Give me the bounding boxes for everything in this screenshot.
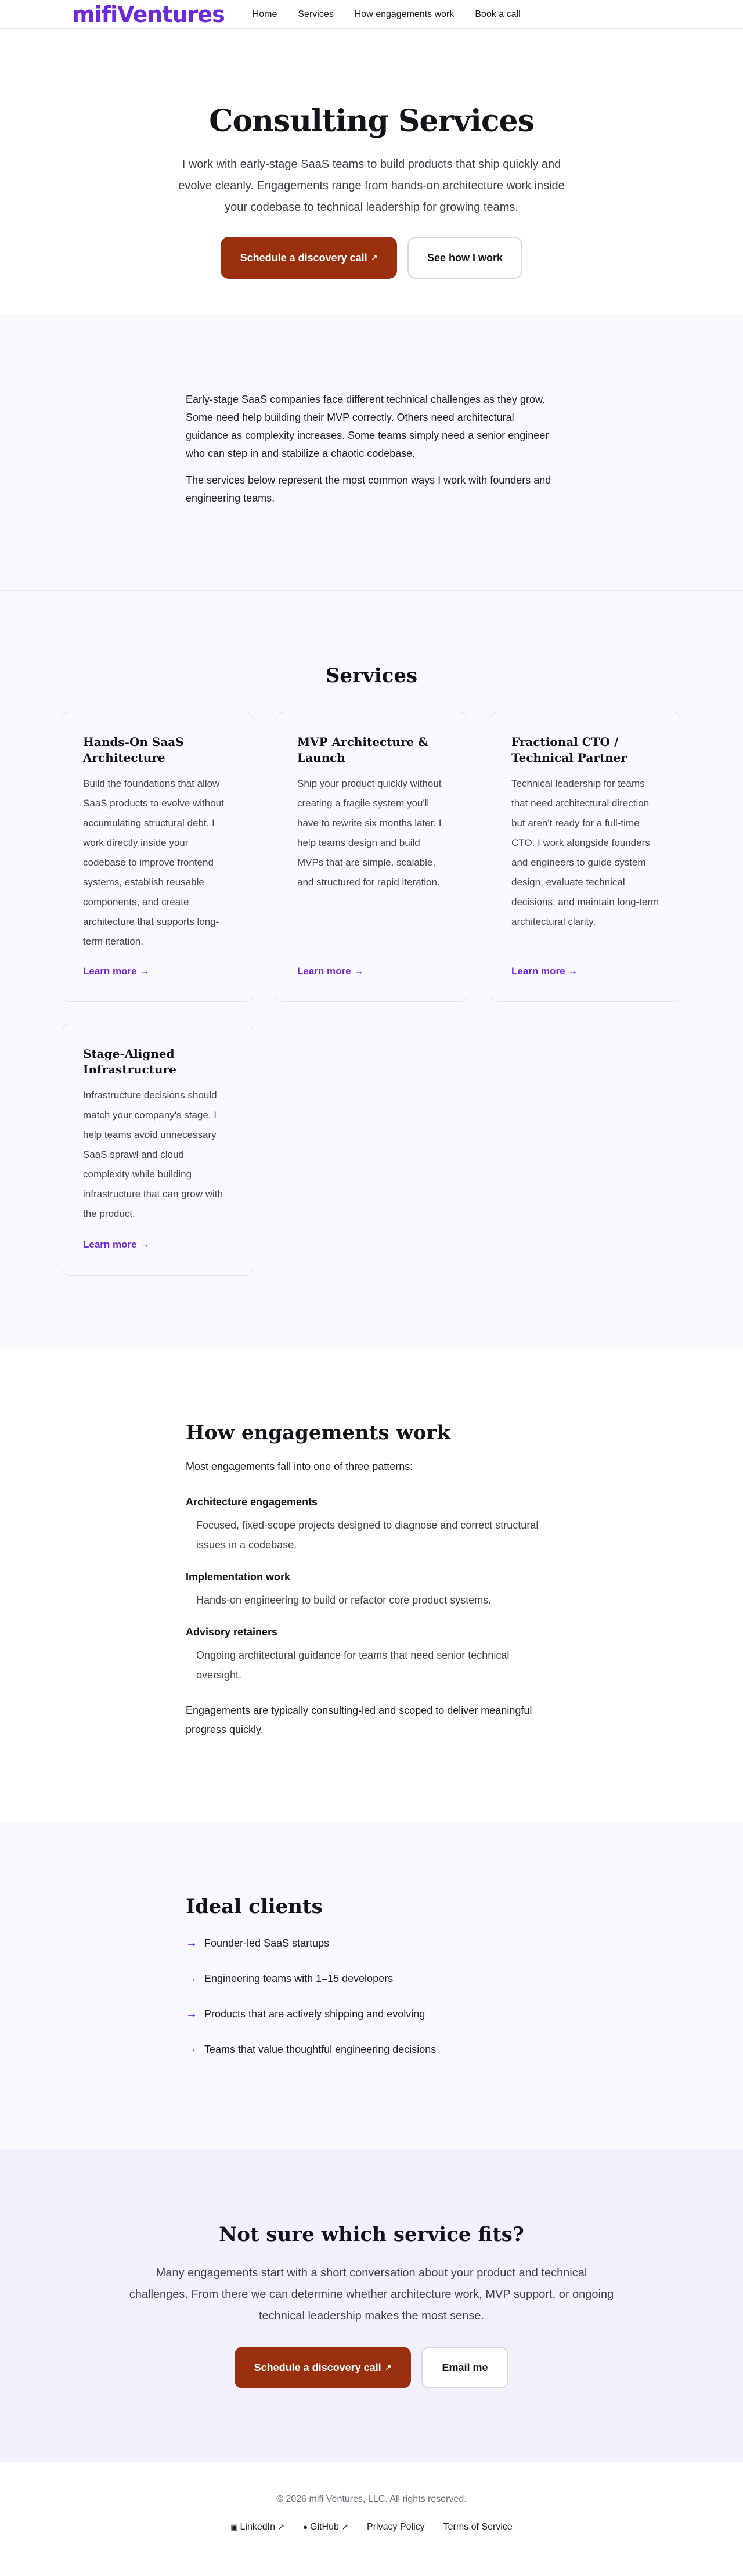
- footer-link-terms-of-service[interactable]: Terms of Service: [443, 2522, 513, 2532]
- ideal-clients-content: [186, 1895, 557, 2057]
- services-title: Services: [325, 664, 418, 687]
- arrow-right-icon: →: [186, 2042, 197, 2056]
- service-card-title: Fractional CTO / Technical Partner: [511, 735, 627, 765]
- engagements-content: [186, 1421, 557, 1739]
- list-item: [186, 2006, 557, 2022]
- engagement-item-body: Hands-on engineering to build or refactor core product systems.: [196, 1594, 492, 1606]
- engagement-item-body: Ongoing architectural guidance for teams that need senior technical oversight.: [196, 1649, 510, 1681]
- learn-more-link[interactable]: [83, 965, 149, 977]
- external-link-icon: ↗: [277, 2522, 285, 2531]
- nav-link-how-engagements-work[interactable]: How engagements work: [354, 9, 455, 19]
- footer-link-github[interactable]: [303, 2522, 348, 2532]
- arrow-right-icon: →: [354, 965, 364, 977]
- engagements-title: How engagements work: [186, 1421, 450, 1444]
- copyright-text: © 2026 mifi Ventures, LLC. All rights reserved.: [276, 2494, 467, 2504]
- engagement-item: [186, 1571, 557, 1610]
- arrow-right-icon: →: [186, 1936, 197, 1950]
- cta-body: Many engagements start with a short conversation about your product and technical challenges. From there we can determine whether architecture work, MVP support, or ongoing technical leadership makes the most sense.: [129, 2267, 614, 2322]
- service-card-hands-on-architecture: [62, 712, 253, 1002]
- engagement-item: [186, 1496, 557, 1555]
- page-title: Consulting Services: [209, 103, 534, 139]
- footer-link-label: LinkedIn: [240, 2522, 276, 2532]
- see-how-i-work-button[interactable]: See how I work: [407, 237, 522, 279]
- arrow-right-icon: →: [186, 1972, 197, 1985]
- service-card-title: Hands-On SaaS Architecture: [83, 735, 184, 765]
- github-icon: ●: [303, 2523, 308, 2531]
- list-item: [186, 1971, 557, 1986]
- service-card-body: Ship your product quickly without creating a fragile system you'll have to rewrite six months later. I help teams design and build MVPs that are simple, scalable, and structured for rapid iteration.: [297, 778, 442, 888]
- learn-more-link[interactable]: [511, 965, 578, 977]
- list-item-label: Engineering teams with 1–15 developers: [204, 1972, 394, 1984]
- footer-link-privacy-policy[interactable]: Privacy Policy: [367, 2522, 425, 2532]
- intro-paragraph: Early-stage SaaS companies face different technical challenges as they grow. Some need help building their MVP correctly. Others need architectural guidance as complexity increases. Some teams simply need a senior engineer who can step in and stabilize a chaotic codebase.: [186, 394, 549, 459]
- cta-schedule-discovery-call-button[interactable]: [235, 2347, 411, 2388]
- site-header: [0, 0, 743, 29]
- nav-link-book-a-call[interactable]: Book a call: [475, 9, 521, 19]
- hero-buttons: [0, 237, 743, 279]
- footer-link-label: GitHub: [310, 2522, 339, 2532]
- arrow-right-icon: →: [568, 965, 578, 977]
- list-item: [186, 2042, 557, 2057]
- engagement-item-title: Advisory retainers: [186, 1626, 278, 1638]
- learn-more-label: Learn more: [297, 965, 351, 977]
- services-cards: [62, 712, 681, 1276]
- arrow-right-icon: →: [139, 1239, 150, 1250]
- logo[interactable]: mifiVentures: [72, 1, 225, 27]
- footer-links: [0, 2522, 743, 2532]
- service-card-title: Stage-Aligned Infrastructure: [83, 1047, 176, 1076]
- learn-more-link[interactable]: [297, 965, 363, 977]
- engagement-item: [186, 1626, 557, 1685]
- service-card-mvp-architecture: [276, 712, 467, 1002]
- external-link-icon: ↗: [341, 2522, 349, 2531]
- engagement-item-title: Implementation work: [186, 1571, 291, 1583]
- arrow-right-icon: →: [139, 965, 150, 977]
- email-me-button[interactable]: Email me: [421, 2347, 508, 2388]
- engagements-closing: Engagements are typically consulting-led and scoped to deliver meaningful progress quickly.: [186, 1705, 532, 1735]
- ideal-clients-list: [186, 1936, 557, 2057]
- services-section: [0, 591, 743, 1348]
- learn-more-label: Learn more: [83, 965, 137, 977]
- schedule-discovery-call-label: Schedule a discovery call: [240, 251, 367, 264]
- site-footer: [0, 2462, 743, 2576]
- cta-buttons: [0, 2347, 743, 2388]
- nav-link-services[interactable]: Services: [298, 9, 334, 19]
- cta-schedule-discovery-call-label: Schedule a discovery call: [254, 2361, 381, 2373]
- learn-more-label: Learn more: [511, 965, 565, 977]
- cta-section: [0, 2149, 743, 2462]
- list-item-label: Founder-led SaaS startups: [204, 1937, 330, 1949]
- service-card-body: Infrastructure decisions should match your company's stage. I help teams avoid unnecessary SaaS sprawl and cloud complexity while building infrastructure that can grow with the product.: [83, 1090, 223, 1219]
- learn-more-label: Learn more: [83, 1239, 137, 1250]
- engagements-lead: Most engagements fall into one of three patterns:: [186, 1461, 413, 1472]
- intro-paragraph: The services below represent the most common ways I work with founders and engineering teams.: [186, 474, 551, 504]
- external-link-icon: ↗: [384, 2362, 392, 2372]
- engagement-item-body: Focused, fixed-scope projects designed to diagnose and correct structural issues in a codebase.: [196, 1519, 539, 1551]
- footer-link-linkedin[interactable]: [230, 2522, 284, 2532]
- engagement-item-title: Architecture engagements: [186, 1496, 318, 1508]
- service-card-body: Build the foundations that allow SaaS products to evolve without accumulating structural debt. I work directly inside your codebase to improve frontend systems, establish reusable components, and create architecture that supports long-term iteration.: [83, 778, 224, 947]
- nav-link-home[interactable]: Home: [252, 9, 277, 19]
- list-item-label: Teams that value thoughtful engineering decisions: [204, 2043, 437, 2055]
- list-item: [186, 1936, 557, 1951]
- ideal-clients-section: [0, 1822, 743, 2149]
- hero-section: [0, 29, 743, 314]
- engagements-section: [0, 1348, 743, 1822]
- cta-title: Not sure which service fits?: [219, 2223, 524, 2246]
- service-card-stage-aligned-infrastructure: [62, 1024, 253, 1276]
- arrow-right-icon: →: [186, 2007, 197, 2020]
- linkedin-icon: ▣: [230, 2523, 238, 2531]
- service-card-fractional-cto: [490, 712, 681, 1002]
- ideal-clients-title: Ideal clients: [186, 1895, 323, 1918]
- external-link-icon: ↗: [370, 253, 378, 262]
- service-card-body: Technical leadership for teams that need architectural direction but aren't ready for a full-time CTO. I work alongside founders and engineers to guide system design, evaluate technical decisions, and maintain long-term architectural clarity.: [511, 778, 659, 927]
- service-card-title: MVP Architecture & Launch: [297, 735, 429, 765]
- learn-more-link[interactable]: [83, 1239, 149, 1251]
- intro-text: [186, 391, 557, 507]
- schedule-discovery-call-button[interactable]: [221, 237, 397, 279]
- list-item-label: Products that are actively shipping and evolving: [204, 2008, 425, 2020]
- intro-section: [0, 314, 743, 591]
- hero-subtitle: I work with early-stage SaaS teams to build products that ship quickly and evolve cleanly. Engagements range from hands-on architecture work inside your codebase to technical leadership for growing teams.: [178, 158, 565, 214]
